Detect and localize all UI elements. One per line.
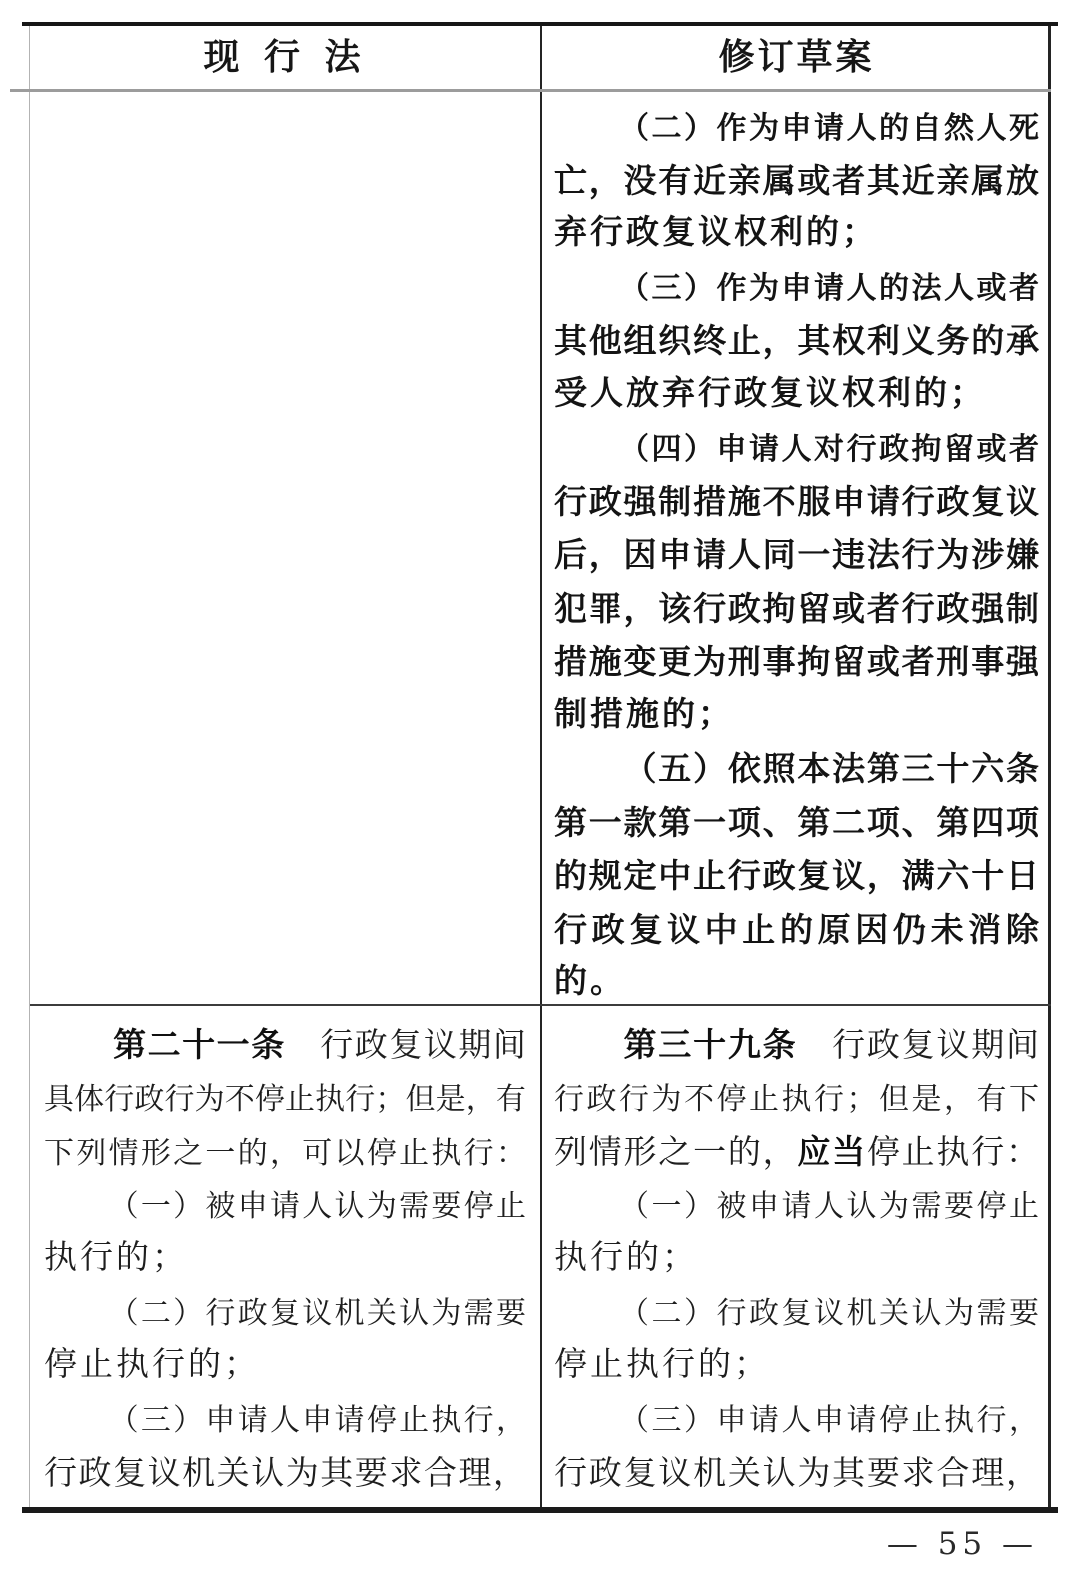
text-line: 犯 罪 ， 该 行 政 拘 留 或 者 行 政 强 制: [554, 588, 1039, 628]
text-line: 第 三 十 九 条 行 政 复 议 期 间: [623, 1025, 1039, 1065]
text-line: （ 二 ） 行 政 复 议 机 关 认 为 需 要: [619, 1296, 1039, 1332]
text-line: （ 五 ） 依 照 本 法 第 三 十 六 条: [623, 749, 1039, 789]
cell-row2-current-law: [30, 1006, 540, 1504]
text-line: （ 一 ） 被 申 请 人 认 为 需 要 停 止: [619, 1189, 1039, 1225]
cell-row2-revision-draft: [542, 1006, 1051, 1504]
text-line: 后 ， 因 申 请 人 同 一 违 法 行 为 涉 嫌: [554, 535, 1039, 575]
text-line: （ 三 ） 申 请 人 申 请 停 止 执 行 ，: [108, 1403, 526, 1439]
text-line: 的。: [554, 961, 626, 1000]
cell-row1-current-law: [30, 92, 540, 1004]
text-line: 行 政 复 议 机 关 认 为 其 要 求 合 理 ，: [554, 1453, 1039, 1493]
text-line: 受人放弃行政复议权利的；: [554, 372, 986, 412]
text-line: （ 二 ） 作 为 申 请 人 的 自 然 人 死: [619, 110, 1039, 146]
table-bottom-rule: [22, 1507, 1058, 1513]
text-line: 第 一 款 第 一 项 、 第 二 项 、 第 四 项: [554, 802, 1039, 842]
text-line: （ 一 ） 被 申 请 人 认 为 需 要 停 止: [108, 1189, 526, 1225]
text-line: （ 四 ） 申 请 人 对 行 政 拘 留 或 者: [619, 431, 1039, 467]
text-line: 下 列 情 形 之 一 的 ， 可 以 停 止 执 行 ：: [44, 1135, 526, 1171]
column-header-current-law: 现 行 法: [203, 36, 367, 78]
text-line: 其 他 组 织 终 止 ， 其 权 利 义 务 的 承: [554, 321, 1039, 361]
page-number: — 55 —: [886, 1526, 1038, 1562]
text-line: 制措施的；: [554, 693, 734, 733]
text-line: （ 三 ） 作 为 申 请 人 的 法 人 或 者: [619, 271, 1039, 307]
text-line: 行 政 行 为 不 停 止 执 行 ； 但 是 ， 有 下: [554, 1082, 1039, 1118]
text-line: 行 政 复 议 中 止 的 原 因 仍 未 消 除: [554, 909, 1039, 949]
text-line: 停止执行的；: [44, 1344, 260, 1383]
text-line: （ 三 ） 申 请 人 申 请 停 止 执 行 ，: [619, 1403, 1039, 1439]
text-line: 执行的；: [44, 1237, 188, 1276]
column-header-revision-draft: 修订草案: [718, 36, 875, 78]
text-line: 列 情 形 之 一 的 ， 应 当 停 止 执 行 ：: [554, 1132, 1039, 1172]
text-line: 具 体 行 政 行 为 不 停 止 执 行 ； 但 是 ， 有: [44, 1082, 526, 1118]
text-line: 亡 ， 没 有 近 亲 属 或 者 其 近 亲 属 放: [554, 160, 1039, 200]
text-line: 行 政 复 议 机 关 认 为 其 要 求 合 理 ，: [44, 1453, 526, 1493]
text-line: 停止执行的；: [554, 1344, 770, 1383]
cell-row1-revision-draft: [542, 92, 1051, 1004]
text-line: 执行的；: [554, 1237, 698, 1276]
text-line: 第 二 十 一 条 行 政 复 议 期 间: [113, 1025, 526, 1065]
text-line: 的 规 定 中 止 行 政 复 议 ， 满 六 十 日: [554, 856, 1039, 896]
text-line: 弃行政复议权利的；: [554, 212, 878, 251]
text-line: 措 施 变 更 为 刑 事 拘 留 或 者 刑 事 强: [554, 642, 1039, 682]
text-line: 行 政 强 制 措 施 不 服 申 请 行 政 复 议: [554, 481, 1039, 521]
text-line: （ 二 ） 行 政 复 议 机 关 认 为 需 要: [108, 1296, 526, 1332]
